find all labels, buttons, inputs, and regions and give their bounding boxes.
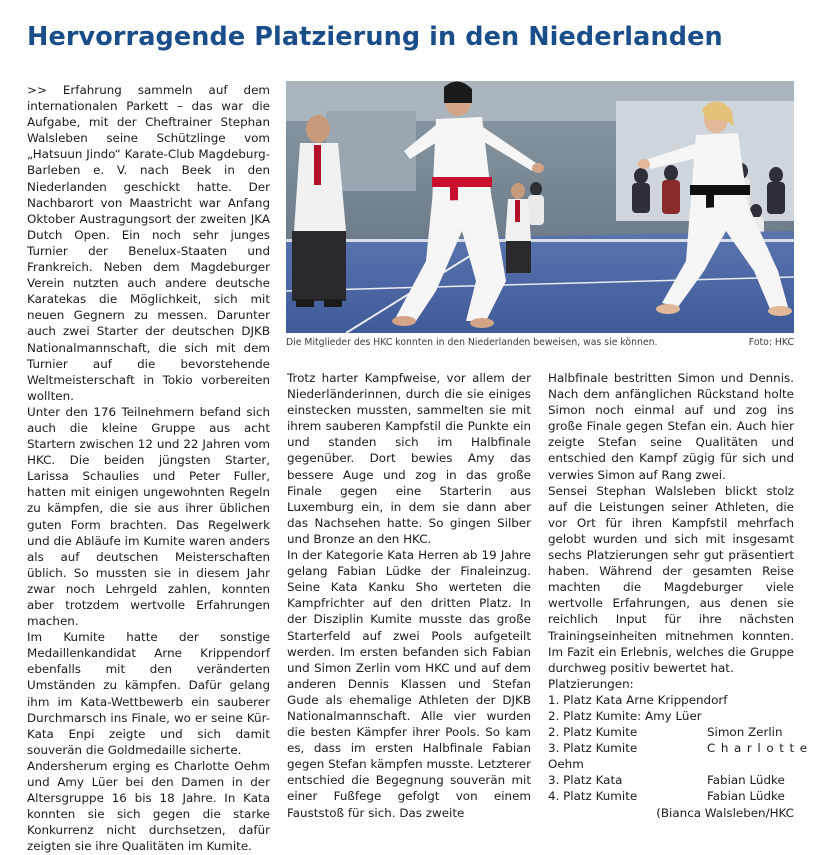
list-item — [548, 788, 794, 804]
list-item — [548, 772, 794, 788]
paragraph: Unter den 176 Teilnehmern befand sich auch die kleine Gruppe aus acht Startern zwischen 12 und 22 Jahren vom HKC. Die beiden jüngsten Starter, Larissa Schaulies und Peter Fuller, hatten mit einigen ungewohnten Regeln zu kämpfen, die sie aus ihrer üblichen guten Form brachten. Das Regelwerk und die Abläufe im Kumite waren anders als auf deutschen Meisterschaften üblich. So mussten sie in diesem Jahr zwar noch Lehrgeld zahlen, konnten aber trotzdem wertvolle Erfahrungen machen. — [27, 404, 270, 629]
karate-match-photo — [286, 81, 794, 333]
placements-list — [548, 692, 813, 805]
list-item — [548, 740, 813, 772]
article-photo — [286, 81, 794, 333]
placement-athlete: Simon Zerlin — [707, 725, 783, 740]
paragraph: Sensei Stephan Walsleben blickt stolz auf die Leistungen seiner Athleten, die vor Ort für ihren Kampfstil mehrfach gelobt wurden und sich mit insgesamt sechs Platzierungen sehr gut präsentiert haben. Während der gesamten Reise machten die Magdeburger viele wertvolle Erfahrungen, aus denen sie reichlich Input für ihre nächsten Trainingseinheiten mitnehmen konnten. Im Fazit ein Erlebnis, welches die Gruppe durchweg positiv bewertet hat. — [548, 483, 794, 675]
article-headline: Hervorragende Platzierung in den Niederlanden — [27, 22, 723, 52]
photo-credit: Foto: HKC — [748, 337, 794, 348]
placement-label: 3. Platz Kumite — [548, 741, 638, 756]
paragraph: Im Kumite hatte der sonstige Medaillenkandidat Arne Krippendorf ebenfalls mit den veränderten Umständen zu kämpfen. Dafür gelang ihm im Kata-Wettbewerb ein sauberer Durchmarsch ins Finale, wo er seine Kür-Kata Enpi zeigte und sich damit souverän die Goldmedaille sicherte. — [27, 630, 270, 757]
placement-athlete: Charlotte — [707, 741, 813, 756]
placement-label: 3. Platz Kata — [548, 773, 623, 788]
paragraph: Trotz harter Kampfweise, vor allem der Niederländerinnen, durch die sie einiges einstecken mussten, sammelten sie mit ihrem sauberen Kampfstil die Punkte ein und standen sich im Halbfinale gegenüber. Dort bewies Amy das bessere Auge und zog in das große Finale gegen eine Starterin aus Luxemburg ein, in dem sie dann aber das Nachsehen hatte. So gingen Silber und Bronze an den HKC. — [287, 371, 531, 546]
photo-caption-row — [286, 337, 794, 348]
placement-athlete: Fabian Lüdke — [707, 789, 785, 804]
paragraph: In der Kategorie Kata Herren ab 19 Jahre gelang Fabian Lüdke der Finaleinzug. Seine Kata Kanku Sho werteten die Kampfrichter auf den dritten Platz. In der Disziplin Kumite musste das große Starterfeld auf zwei Pools aufgeteilt werden. Im ersten befanden sich Fabian und Simon Zerlin vom HKC und auf dem anderen Dennis Klassen und Stefan Gude als ehemalige Athleten der DJKB Nationalmannschaft. Alle vier wurden die besten Kämpfer ihrer Pools. So kam es, dass im ersten Halbfinale Fabian gegen Stefan kämpfen musste. Letzterer entschied die Begegnung souverän mit einer Fußfege gefolgt von einem Fauststoß für sich. Das zweite — [287, 548, 531, 820]
placements-heading: Platzierungen: — [548, 676, 634, 691]
paragraph: Halbfinale bestritten Simon und Dennis. Nach dem anfänglichen Rückstand holte Simon noch einmal auf und zog ins große Finale gegen Stefan ein. Auch hier zeigte Stefan seine Qualitäten und entschied den Kampf zügig für sich und verwies Simon auf Rang zwei. — [548, 371, 794, 482]
placement-athlete-wrap: Oehm — [548, 757, 584, 772]
photo-caption: Die Mitglieder des HKC konnten in den Niederlanden beweisen, was sie können. — [286, 337, 658, 348]
placement-label: 2. Platz Kumite — [548, 725, 638, 740]
article-column-left — [27, 82, 270, 855]
placement-label: 2. Platz Kumite: Amy Lüer — [548, 708, 702, 723]
placement-label: 4. Platz Kumite — [548, 789, 638, 804]
placement-label: 1. Platz Kata Arne Krippendorf — [548, 692, 728, 707]
list-item — [548, 692, 794, 708]
list-item — [548, 708, 794, 724]
placement-athlete: Fabian Lüdke — [707, 773, 785, 788]
article-column-middle — [287, 370, 531, 821]
paragraph: >> Erfahrung sammeln auf dem internationalen Parkett – das war die Aufgabe, mit der Cheftrainer Stephan Walsleben seine Schützlinge vom „Hatsuun Jindo“ Karate-Club Magdeburg-Barleben e. V. nach Beek in den Niederlanden geschickt hatte. Der Nachbarort von Maastricht war Anfang Oktober Austragungsort der zweiten JKA Dutch Open. Ein noch sehr junges Turnier der Benelux-Staaten und Frankreich. Neben dem Magdeburger Verein nutzten auch andere deutsche Karatekas die Möglichkeit, sich mit neuen Gegnern zu messen. Darunter auch zwei Starter der deutschen DJKB Nationalmannschaft, die sich mit dem Turnier auf die bevorstehende Weltmeisterschaft in Tokio vorbereiten wollten. — [27, 83, 270, 403]
article-column-right — [548, 370, 813, 821]
list-item — [548, 724, 794, 740]
author-byline: (Bianca Walsleben/HKC — [656, 805, 794, 820]
paragraph: Andersherum erging es Charlotte Oehm und Amy Lüer bei den Damen in der Altersgruppe 16 bis 18 Jahre. In Kata konnten sie sich gegen die starke Konkurrenz nicht durchsetzen, dafür zeigten sie ihre Qualitäten im Kumite. — [27, 758, 270, 854]
